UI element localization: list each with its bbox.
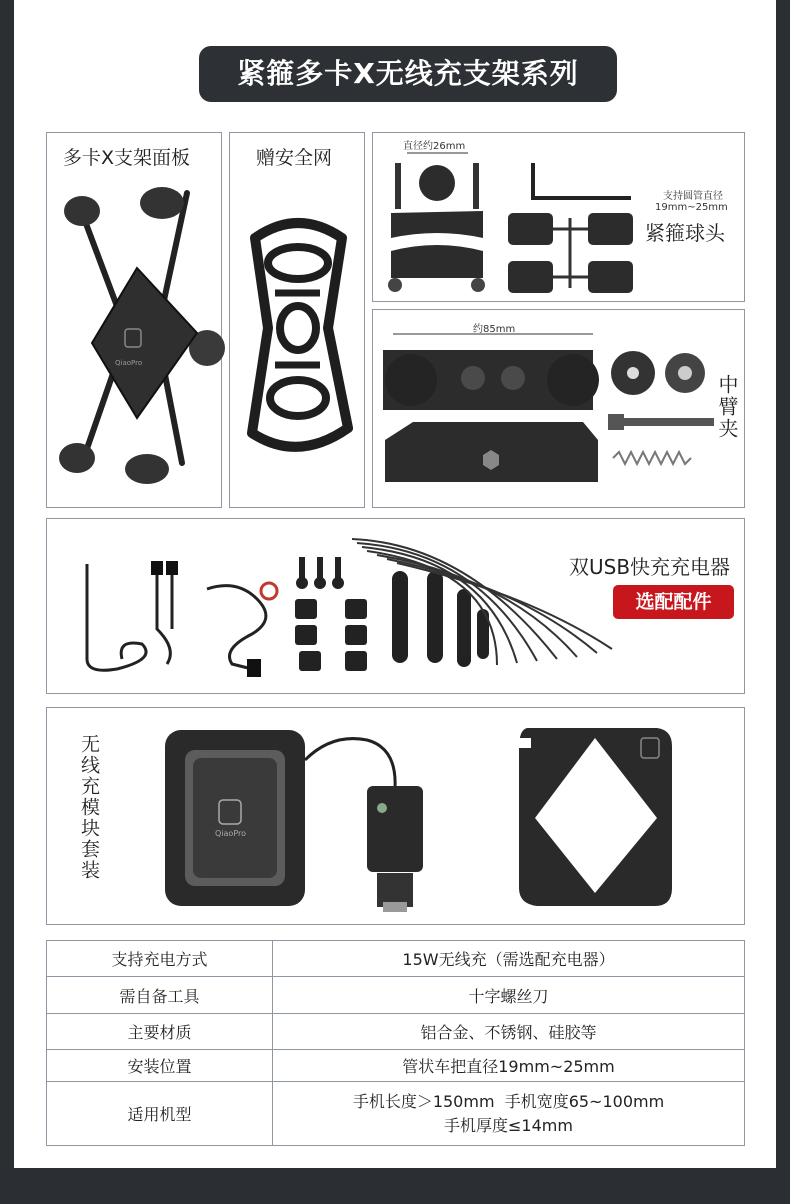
support-diameter-line2: 19mm~25mm bbox=[655, 202, 728, 213]
mid-clamp-image bbox=[373, 310, 746, 509]
safety-net-box bbox=[229, 132, 365, 508]
spec-value-line2: 手机厚度≤14mm bbox=[444, 1115, 573, 1135]
wireless-box bbox=[46, 707, 745, 925]
ball-head-image bbox=[373, 133, 746, 303]
spec-key: 适用机型 bbox=[47, 1082, 273, 1146]
spec-value: 15W无线充（需选配充电器） bbox=[273, 941, 745, 977]
mid-clamp-label: 中臂夹 bbox=[715, 374, 739, 440]
spec-value: 铝合金、不锈钢、硅胶等 bbox=[273, 1014, 745, 1050]
x-panel-box bbox=[46, 132, 222, 508]
table-row bbox=[47, 1014, 745, 1050]
table-row bbox=[47, 977, 745, 1014]
x-panel-label: 多卡X支架面板 bbox=[63, 147, 191, 169]
spec-value bbox=[273, 1082, 745, 1146]
page bbox=[14, 0, 776, 1168]
spec-value: 十字螺丝刀 bbox=[273, 977, 745, 1014]
table-row bbox=[47, 941, 745, 977]
mid-clamp-box bbox=[372, 309, 745, 508]
wireless-label: 无线充模块套装 bbox=[78, 734, 100, 881]
spec-value-line1: 手机长度＞150mm 手机宽度65~100mm bbox=[352, 1091, 665, 1111]
ball-head-dim: 直径约26mm bbox=[403, 141, 466, 152]
page-title: 紧箍多卡X无线充支架系列 bbox=[199, 46, 617, 102]
ball-head-box bbox=[372, 132, 745, 302]
wireless-image bbox=[47, 708, 746, 926]
svg-text:QiaoPro: QiaoPro bbox=[115, 359, 143, 367]
table-row bbox=[47, 1050, 745, 1082]
spec-value: 管状车把直径19mm~25mm bbox=[273, 1050, 745, 1082]
mid-clamp-dim: 约85mm bbox=[473, 324, 516, 335]
specs-table bbox=[46, 940, 745, 1146]
spec-key: 主要材质 bbox=[47, 1014, 273, 1050]
table-row bbox=[47, 1082, 745, 1146]
safety-net-label: 赠安全网 bbox=[256, 147, 333, 169]
safety-net-image bbox=[230, 133, 366, 509]
ball-head-label: 紧箍球头 bbox=[645, 221, 725, 245]
optional-accessory-badge: 选配配件 bbox=[613, 585, 734, 619]
x-panel-image bbox=[47, 133, 223, 509]
support-diameter-line1: 支持圆管直径 bbox=[663, 191, 723, 202]
spec-key: 安装位置 bbox=[47, 1050, 273, 1082]
spec-key: 支持充电方式 bbox=[47, 941, 273, 977]
svg-text:QiaoPro: QiaoPro bbox=[215, 829, 247, 838]
spec-key: 需自备工具 bbox=[47, 977, 273, 1014]
charger-label: 双USB快充充电器 bbox=[569, 555, 731, 579]
